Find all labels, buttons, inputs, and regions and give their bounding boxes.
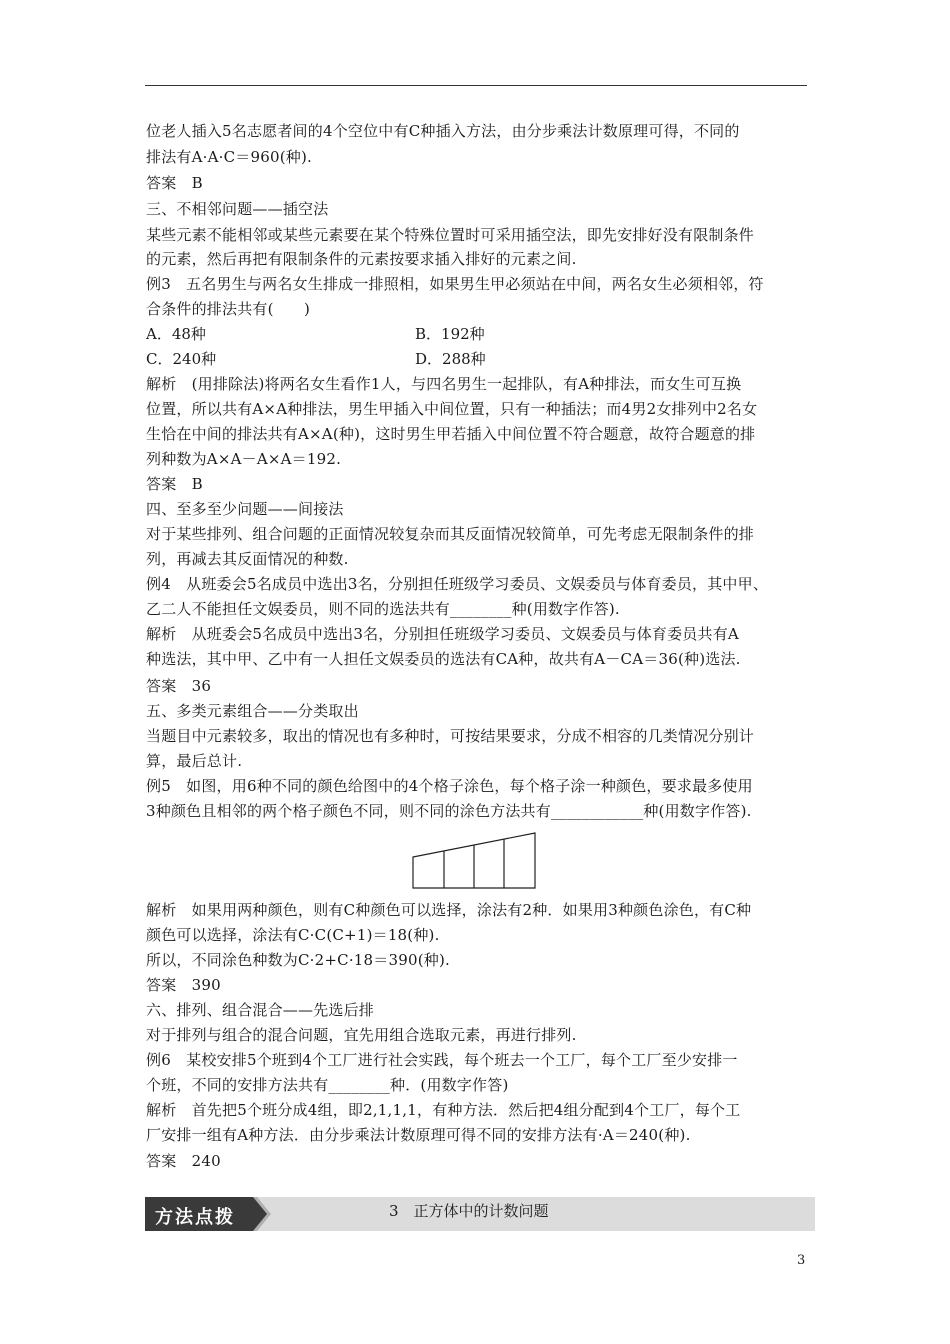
section-heading: 五、多类元素组合——分类取出 [146, 702, 359, 720]
answer-line: 答案 B [146, 174, 203, 192]
solution-line: 解析 (用排除法)将两名女生看作1人，与四名男生一起排队，有A种排法，而女生可互换 [146, 375, 742, 393]
grid-figure [412, 832, 536, 889]
option-d: D．288种 [415, 350, 486, 368]
example-line: 例6 某校安排5个班到4个工厂进行社会实践，每个班去一个工厂，每个工厂至少安排一 [146, 1051, 738, 1069]
solution-line: 厂安排一组有A种方法．由分步乘法计数原理可得不同的安排方法有·A＝240(种). [146, 1126, 691, 1144]
text-line: 对于排列与组合的混合问题，宜先用组合选取元素，再进行排列. [146, 1026, 577, 1044]
solution-line: 所以，不同涂色种数为C·2+C·18＝390(种). [146, 951, 450, 969]
section-heading: 四、至多至少问题——间接法 [146, 500, 344, 518]
solution-line: 颜色可以选择，涂法有C·C(C+1)＝18(种). [146, 926, 440, 944]
answer-line: 答案 B [146, 475, 203, 493]
option-c: C．240种 [146, 350, 217, 368]
text-line: 算，最后总计. [146, 752, 243, 770]
header-rule [145, 85, 807, 86]
text-line: 当题目中元素较多，取出的情况也有多种时，可按结果要求，分成不相容的几类情况分别计 [146, 727, 755, 745]
solution-line: 解析 如果用两种颜色，则有C种颜色可以选择，涂法有2种．如果用3种颜色涂色，有C种 [146, 901, 752, 919]
banner-tag-label: 方法点拨 [155, 1207, 235, 1228]
text-line: 排法有A·A·C＝960(种). [146, 148, 312, 166]
option-a: A．48种 [146, 325, 206, 343]
example-line: 例3 五名男生与两名女生排成一排照相，如果男生甲必须站在中间，两名女生必须相邻，符 [146, 275, 764, 293]
answer-line: 答案 390 [146, 976, 221, 994]
solution-line: 解析 首先把5个班分成4组，即2,1,1,1，有种方法．然后把4组分配到4个工厂，每个工 [146, 1101, 741, 1119]
text-line: 位老人插入5名志愿者间的4个空位中有C种插入方法，由分步乘法计数原理可得，不同的 [146, 122, 740, 140]
example-line: 乙二人不能担任文娱委员，则不同的选法共有________种(用数字作答). [146, 600, 620, 618]
text-line: 的元素，然后再把有限制条件的元素按要求插入排好的元素之间. [146, 250, 577, 268]
example-line: 3种颜色且相邻的两个格子颜色不同，则不同的涂色方法共有____________种(用数字作答). [146, 802, 752, 820]
example-line: 个班，不同的安排方法共有________种．(用数字作答) [146, 1076, 509, 1094]
solution-line: 位置，所以共有A×A种排法，男生甲插入中间位置，只有一种插法；而4男2女排列中2名女 [146, 400, 758, 418]
text-line: 对于某些排列、组合问题的正面情况较复杂而其反面情况较简单，可先考虑无限制条件的排 [146, 525, 755, 543]
text-line: 某些元素不能相邻或某些元素要在某个特殊位置时可采用插空法，即先安排好没有限制条件 [146, 226, 755, 244]
solution-line: 生恰在中间的排法共有A×A(种)，这时男生甲若插入中间位置不符合题意，故符合题意的排 [146, 425, 756, 443]
answer-line: 答案 36 [146, 677, 212, 695]
example-line: 合条件的排法共有( ) [146, 300, 311, 318]
option-b: B．192种 [415, 325, 485, 343]
solution-line: 种选法，其中甲、乙中有一人担任文娱委员的选法有CA种，故共有A－CA＝36(种)选法. [146, 650, 741, 668]
section-heading: 六、排列、组合混合——先选后排 [146, 1001, 375, 1019]
solution-line: 解析 从班委会5名成员中选出3名，分别担任班级学习委员、文娱委员与体育委员共有A [146, 625, 739, 643]
section-heading: 三、不相邻问题——插空法 [146, 200, 329, 218]
page-number: 3 [797, 1253, 806, 1268]
answer-line: 答案 240 [146, 1152, 221, 1170]
text-line: 列，再减去其反面情况的种数. [146, 550, 349, 568]
method-banner [145, 1197, 815, 1231]
example-line: 例4 从班委会5名成员中选出3名，分别担任班级学习委员、文娱委员与体育委员，其中甲、 [146, 575, 769, 593]
solution-line: 列种数为A×A－A×A＝192. [146, 450, 342, 468]
banner-title: 3 正方体中的计数问题 [389, 1202, 549, 1220]
example-line: 例5 如图，用6种不同的颜色给图中的4个格子涂色，每个格子涂一种颜色，要求最多使用 [146, 777, 753, 795]
